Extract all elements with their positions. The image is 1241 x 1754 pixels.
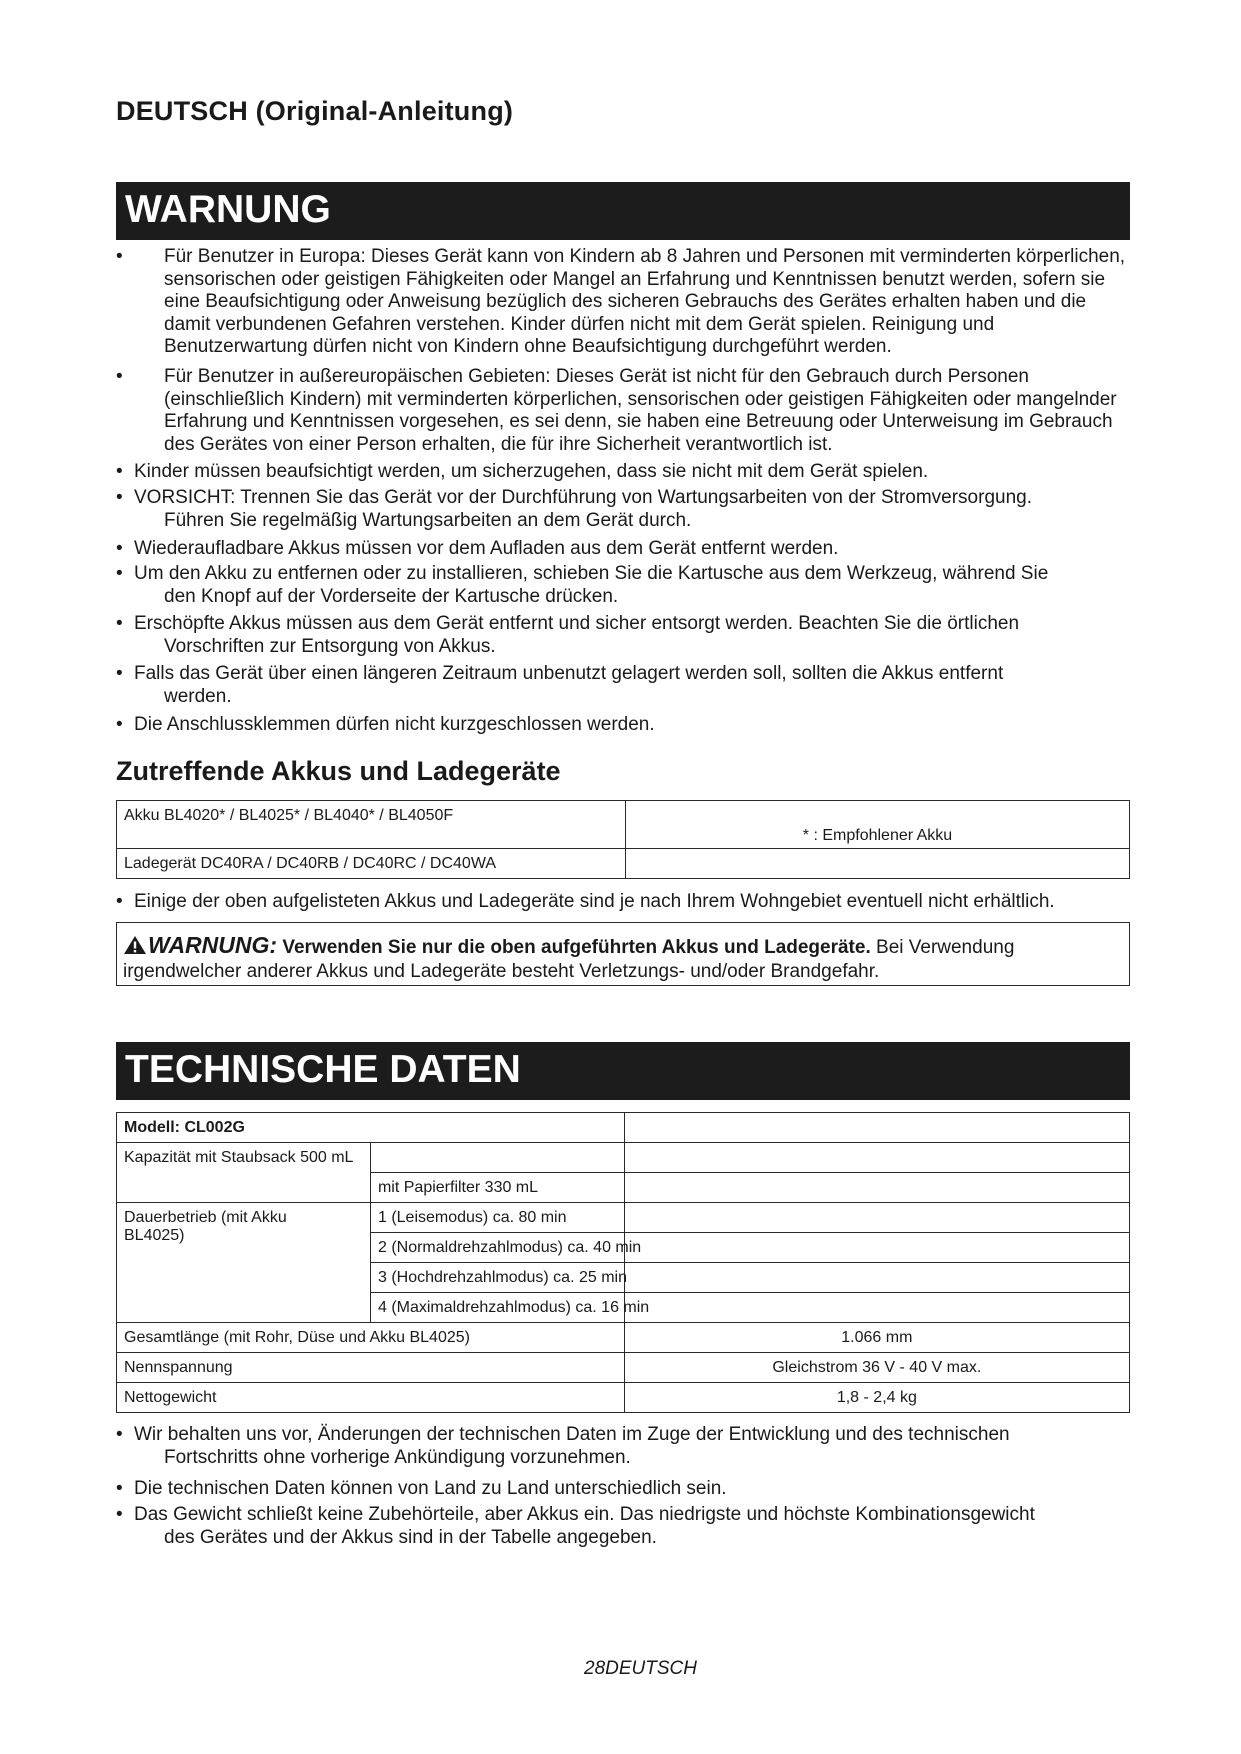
- runtime-mode-3: [370, 1263, 627, 1293]
- runtime-empty-1: [624, 1203, 1129, 1233]
- bullet-text: Einige der oben aufgelisteten Akkus und Ladegeräte sind je nach Ihrem Wohngebiet eventuell nicht erhältlich.: [134, 891, 1055, 912]
- runtime-label-cell: Dauerbetrieb (mit Akku BL4025): [117, 1203, 371, 1323]
- tech-section-banner: TECHNISCHE DATEN: [116, 1042, 1130, 1100]
- bullet-dot: •: [116, 461, 123, 482]
- bullet-text: Kinder müssen beaufsichtigt werden, um sicherzugehen, dass sie nicht mit dem Gerät spielen.: [134, 461, 929, 482]
- recommended-note-cell: * : Empfohlener Akku: [626, 801, 1130, 849]
- battery-warning-box: [116, 922, 1130, 986]
- bullet-dot: •: [116, 714, 123, 735]
- runtime-mode-1: 1 (Leisemodus) ca. 80 min: [370, 1203, 624, 1233]
- runtime-mode-3-text: 3 (Hochdrehzahlmodus) ca. 25 min: [377, 1268, 627, 1286]
- weight-value-cell: 1,8 - 2,4 kg: [624, 1383, 1129, 1413]
- warning-triangle-icon: [123, 935, 147, 955]
- bullet-dot: •: [116, 1478, 123, 1499]
- bullet-dot: •: [116, 891, 123, 912]
- bullet-continuation: Führen Sie regelmäßig Wartungsarbeiten an dem Gerät durch.: [164, 509, 692, 531]
- bullet-text: Die technischen Daten können von Land zu Land unterschiedlich sein.: [134, 1478, 727, 1499]
- runtime-mode-4: [370, 1293, 650, 1323]
- runtime-mode-4-text: 4 (Maximaldrehzahlmodus) ca. 16 min: [377, 1298, 650, 1316]
- bullet-dot: •: [116, 1424, 123, 1445]
- runtime-empty-4: [624, 1293, 1129, 1323]
- bullet-dot: •: [116, 663, 123, 684]
- bullet-first-line: Das Gewicht schließt keine Zubehörteile, aber Akkus ein. Das niedrigste und höchste Kombinationsgewicht: [134, 1504, 1035, 1525]
- bullet-text: Die Anschlussklemmen dürfen nicht kurzgeschlossen werden.: [134, 714, 655, 735]
- runtime-row-1: [117, 1203, 1130, 1233]
- runtime-mode-2: [370, 1233, 642, 1263]
- bullet-continuation: des Gerätes und der Akkus sind in der Tabelle angegeben.: [164, 1526, 657, 1548]
- capacity-label-cell: Kapazität mit Staubsack 500 mL: [117, 1143, 371, 1203]
- warning-label: WARNUNG:: [148, 932, 278, 958]
- bullet-dot: •: [116, 1504, 123, 1525]
- batteries-table: [116, 800, 1130, 879]
- voltage-row: [117, 1353, 1130, 1383]
- battery-cell: Akku BL4020* / BL4025* / BL4040* / BL4050F: [117, 801, 626, 849]
- bullet-dot: •: [116, 487, 123, 508]
- batteries-heading: Zutreffende Akkus und Ladegeräte: [116, 756, 561, 786]
- bullet-continuation: Fortschritts ohne vorherige Ankündigung vorzunehmen.: [164, 1446, 631, 1468]
- runtime-empty-2: [624, 1233, 1129, 1263]
- charger-empty-cell: [626, 849, 1130, 879]
- bullet-first-line: Erschöpfte Akkus müssen aus dem Gerät entfernt und sicher entsorgt werden. Beachten Sie die örtlichen: [134, 613, 1020, 634]
- length-label-cell: Gesamtlänge (mit Rohr, Düse und Akku BL4025): [117, 1323, 625, 1353]
- bullet-first-line: Um den Akku zu entfernen oder zu installieren, schieben Sie die Kartusche aus dem Werkzeug, während Sie: [134, 563, 1049, 584]
- bullet-text: Für Benutzer in Europa: Dieses Gerät kann von Kindern ab 8 Jahren und Personen mit verminderten körperlichen, sensorischen oder geistigen Fähigkeiten oder Mangel an Erfahrung und Kenntnissen benutzt werden, sofern sie eine Beaufsichtigung oder Anweisung bezüglich des sicheren Gebrauchs des Gerätes erhalten haben und die damit verbundenen Gefahren verstehen. Kinder dürfen nicht mit dem Gerät spielen. Reinigung und Benutzerwartung dürfen nicht von Kindern ohne Beaufsichtigung durchgeführt werden.: [164, 246, 1126, 357]
- capacity-row: [117, 1143, 1130, 1173]
- bullet-continuation: den Knopf auf der Vorderseite der Kartusche drücken.: [164, 585, 619, 607]
- model-empty-cell: [624, 1113, 1129, 1143]
- bullet-text: Für Benutzer in außereuropäischen Gebieten: Dieses Gerät ist nicht für den Gebrauch durch Personen (einschließlich Kindern) mit verminderten körperlichen, sensorischen oder geistigen Fähigkeiten oder mangelnder Erfahrung und Kenntnissen vorgesehen, es sei denn, sie haben eine Betreuung oder Unterweisung im Gebrauch des Gerätes von einer Person erhalten, die für ihre Sicherheit verantwortlich ist.: [164, 366, 1117, 455]
- voltage-label-cell: Nennspannung: [117, 1353, 625, 1383]
- bullet-continuation: werden.: [164, 685, 232, 707]
- bullet-dot: •: [116, 563, 123, 584]
- bullet-continuation: Vorschriften zur Entsorgung von Akkus.: [164, 635, 496, 657]
- bullet-text: [134, 1504, 1124, 1549]
- capacity-paper-empty-cell: [624, 1173, 1129, 1203]
- bullet-first-line: Wir behalten uns vor, Änderungen der technischen Daten im Zuge der Entwicklung und des technischen: [134, 1424, 1010, 1445]
- weight-row: [117, 1383, 1130, 1413]
- bullet-text: [134, 487, 1124, 532]
- runtime-empty-3: [624, 1263, 1129, 1293]
- runtime-mode-2-text: 2 (Normaldrehzahlmodus) ca. 40 min: [377, 1238, 642, 1256]
- bullet-first-line: VORSICHT: Trennen Sie das Gerät vor der Durchführung von Wartungsarbeiten von der Stromversorgung.: [134, 487, 1033, 508]
- bullet-dot: •: [116, 538, 123, 559]
- bullet-text: [134, 1424, 1124, 1469]
- battery-row: [117, 801, 1130, 849]
- bullet-dot: •: [116, 366, 123, 387]
- tech-specs-table: [116, 1112, 1130, 1413]
- voltage-value-cell: Gleichstrom 36 V - 40 V max.: [624, 1353, 1129, 1383]
- model-row: [117, 1113, 1130, 1143]
- capacity-paper-cell: mit Papierfilter 330 mL: [370, 1173, 624, 1203]
- bullet-dot: •: [116, 613, 123, 634]
- page-footer: [0, 1658, 1241, 1680]
- warning-section-banner: WARNUNG: [116, 182, 1130, 240]
- warning-strong-text: Verwenden Sie nur die oben aufgeführten Akkus und Ladegeräte.: [282, 937, 871, 958]
- page-language-title: DEUTSCH (Original-Anleitung): [116, 96, 514, 126]
- model-cell: Modell: CL002G: [117, 1113, 625, 1143]
- weight-label-cell: Nettogewicht: [117, 1383, 625, 1413]
- page-number: 28DEUTSCH: [584, 1658, 697, 1679]
- bullet-text: [134, 563, 1124, 608]
- warning-rest-text: Bei Verwendung irgendwelcher anderer Akkus und Ladegeräte besteht Verletzungs- und/oder Brandgefahr.: [123, 937, 1015, 982]
- length-value-cell: 1.066 mm: [624, 1323, 1129, 1353]
- bullet-text: Wiederaufladbare Akkus müssen vor dem Aufladen aus dem Gerät entfernt werden.: [134, 538, 839, 559]
- capacity-empty-cell: [370, 1143, 624, 1173]
- length-row: [117, 1323, 1130, 1353]
- bullet-text: [134, 613, 1124, 658]
- capacity-empty-cell-2: [624, 1143, 1129, 1173]
- charger-cell: Ladegerät DC40RA / DC40RB / DC40RC / DC40WA: [117, 849, 626, 879]
- bullet-first-line: Falls das Gerät über einen längeren Zeitraum unbenutzt gelagert werden soll, sollten die Akkus entfernt: [134, 663, 1004, 684]
- bullet-text: [134, 663, 1124, 708]
- bullet-dot: •: [116, 246, 123, 267]
- charger-row: [117, 849, 1130, 879]
